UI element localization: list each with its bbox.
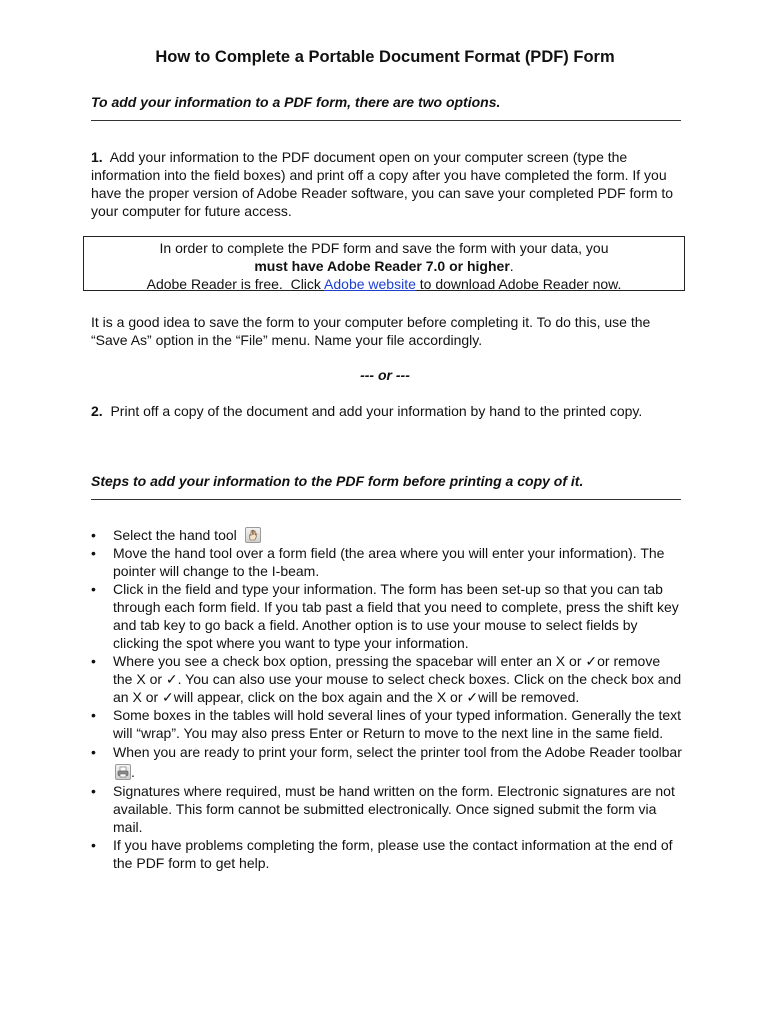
divider	[91, 120, 681, 121]
bullet: •	[91, 545, 96, 561]
bullet: •	[91, 581, 96, 597]
bullet: •	[91, 527, 96, 543]
option-2-paragraph	[91, 402, 683, 420]
list-item	[91, 742, 683, 782]
bullet: •	[91, 783, 96, 799]
step-text: If you have problems completing the form, please use the contact information at the end of the PDF form to get help.	[113, 837, 673, 871]
step-text: Move the hand tool over a form field (the area where you will enter your information). The pointer will change to the I-beam.	[113, 545, 665, 579]
notice-line-2	[84, 257, 684, 275]
list-item	[91, 526, 683, 544]
option-1-number: 1.	[91, 149, 103, 165]
step-text: Some boxes in the tables will hold several lines of your typed information. Generally the text will “wrap”. You may also press Enter or Return to move to the next line in the same field.	[113, 707, 682, 741]
intro-heading: To add your information to a PDF form, there are two options.	[91, 94, 501, 110]
notice-line-1: In order to complete the PDF form and save the form with your data, you	[159, 240, 609, 256]
list-item	[91, 706, 683, 742]
bullet: •	[91, 707, 96, 723]
step-text-end: .	[131, 764, 135, 780]
step-text: Where you see a check box option, pressing the spacebar will enter an X or ✓or remove the X or ✓. You can also use your mouse to select check boxes. Click on the check box and an X or ✓will appear, click on the box again and the X or ✓will be removed.	[113, 653, 682, 705]
step-text: Select the hand tool	[113, 527, 237, 543]
option-2-text: Print off a copy of the document and add your information by hand to the printed copy.	[110, 403, 643, 419]
or-separator: --- or ---	[360, 367, 410, 383]
notice-line-3-suffix: to download Adobe Reader now.	[415, 276, 622, 292]
bullet: •	[91, 744, 96, 760]
notice-period: .	[509, 258, 514, 274]
step-text: Click in the field and type your information. The form has been set-up so that you can tab through each form field. If you tab past a field that you need to complete, press the shift key and tab key to go back a field. Another option is to use your mouse to select fields by clicking the spot where you want to type your information.	[113, 581, 679, 651]
adobe-website-link[interactable]: Adobe website	[324, 276, 416, 292]
list-item	[91, 652, 683, 706]
bullet: •	[91, 653, 96, 669]
steps-heading: Steps to add your information to the PDF form before printing a copy of it.	[91, 473, 584, 489]
notice-line-3-prefix: Adobe Reader is free. Click	[146, 276, 325, 292]
list-item	[91, 544, 683, 580]
option-1-paragraph	[91, 148, 683, 220]
bullet: •	[91, 837, 96, 853]
steps-list	[91, 526, 683, 872]
save-tip-paragraph: It is a good idea to save the form to your computer before completing it. To do this, use the “Save As” option in the “File” menu. Name your file accordingly.	[91, 314, 651, 348]
list-item	[91, 836, 683, 872]
option-1-text: Add your information to the PDF document open on your computer screen (type the information into the field boxes) and print off a copy after you have completed the form. If you have the proper version of Adobe Reader software, you can save your completed PDF form to your computer for future access.	[91, 149, 674, 219]
list-item	[91, 782, 683, 836]
page-title: How to Complete a Portable Document Format (PDF) Form	[155, 48, 615, 66]
list-item	[91, 580, 683, 652]
step-text: Signatures where required, must be hand written on the form. Electronic signatures are not available. This form cannot be submitted electronically. Once signed submit the form via mail.	[113, 783, 675, 835]
notice-requirement: must have Adobe Reader 7.0 or higher	[254, 258, 510, 274]
step-text: When you are ready to print your form, select the printer tool from the Adobe Reader toolbar	[113, 744, 682, 760]
option-2-number: 2.	[91, 403, 103, 419]
notice-line-3	[84, 275, 684, 293]
printer-icon	[115, 764, 131, 780]
divider	[91, 499, 681, 500]
hand-tool-icon	[245, 527, 261, 543]
notice-box	[83, 236, 685, 291]
